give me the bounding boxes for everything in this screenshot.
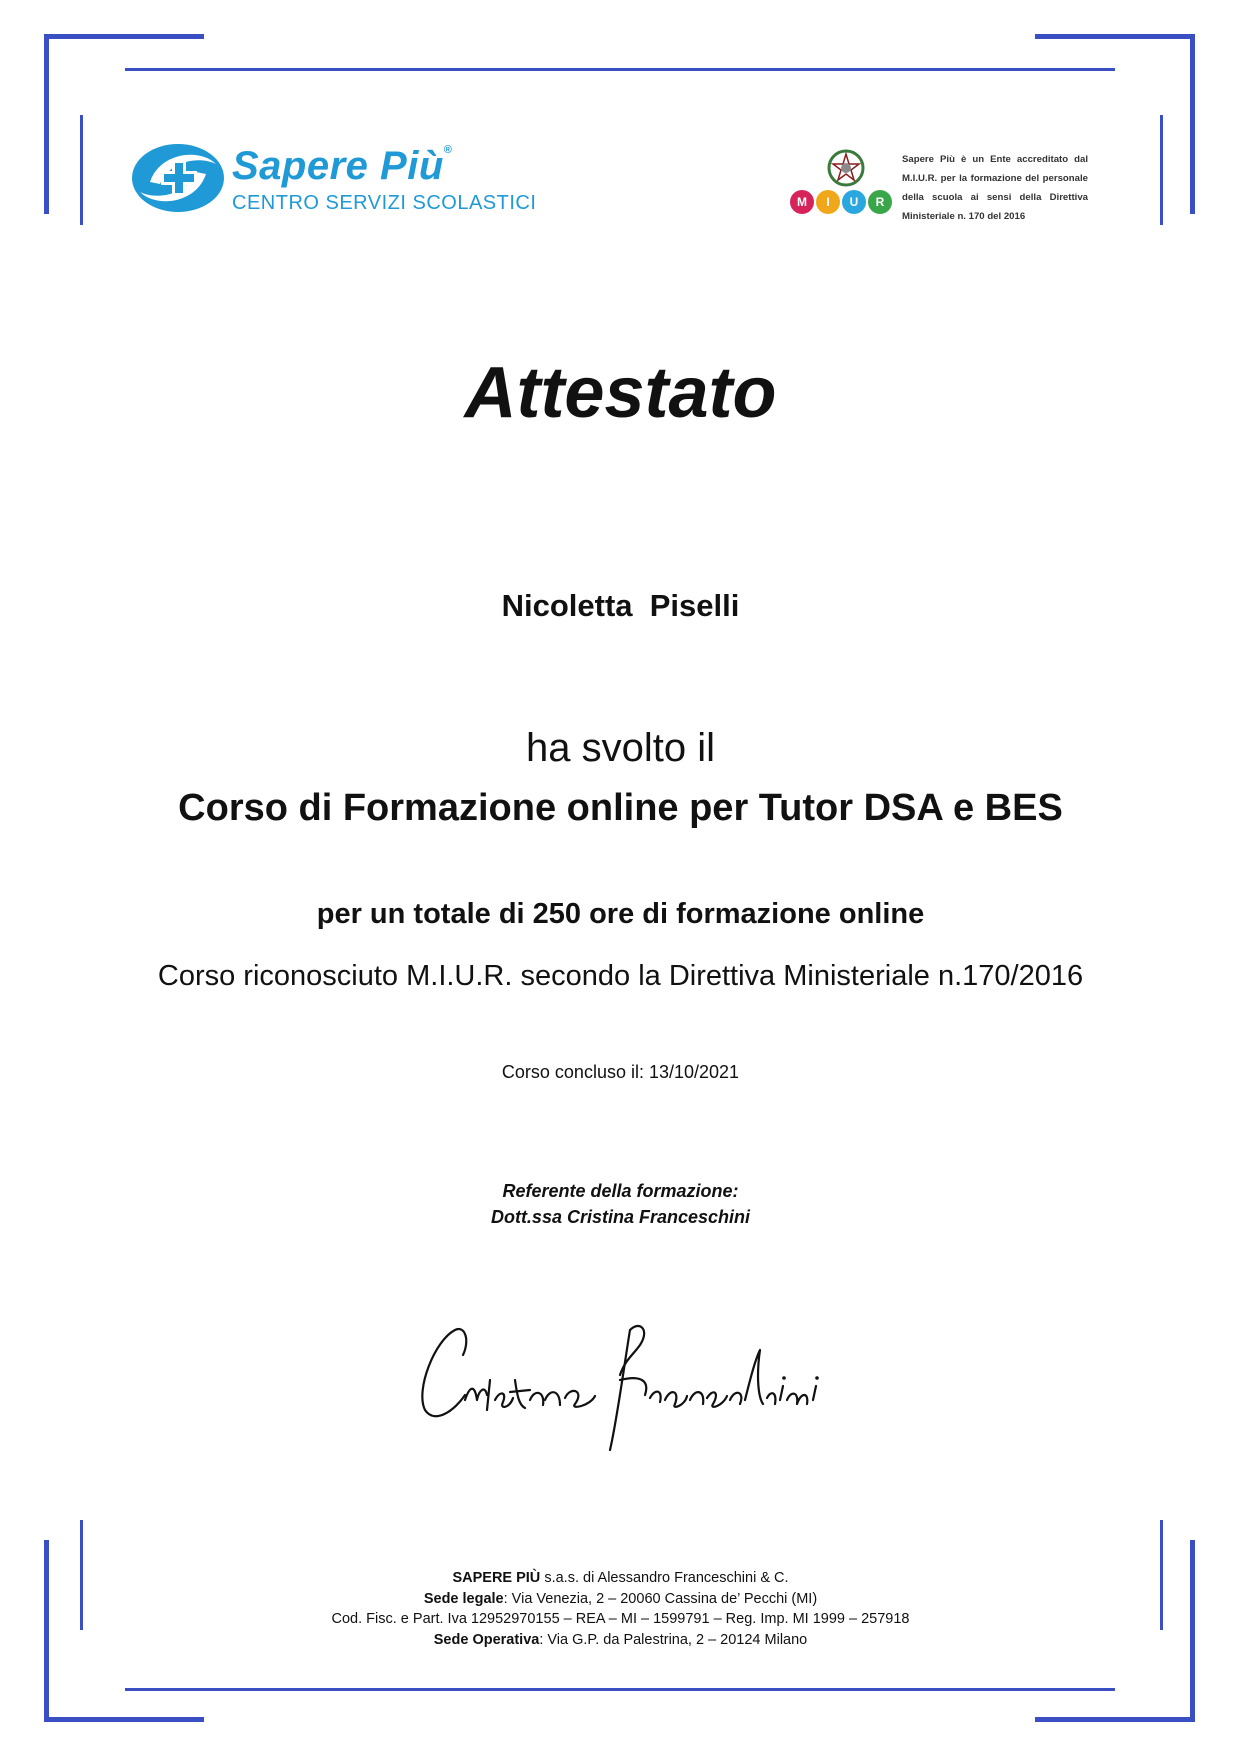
completion-label: Corso concluso il:: [501, 1062, 644, 1082]
footer-company: [0, 1568, 1241, 1589]
course-title: Corso di Formazione online per Tutor DSA e BES: [178, 787, 1063, 829]
miur-letter-m: M: [790, 190, 814, 214]
completion-date: [0, 1062, 1241, 1083]
frame-top-left-v: [44, 34, 49, 214]
frame-inner-bottom: [125, 1688, 1115, 1691]
frame-inner-left-top: [80, 115, 83, 225]
italian-republic-emblem-icon: [826, 148, 866, 188]
frame-bottom-left-h: [44, 1717, 204, 1722]
signature: [395, 1300, 865, 1460]
miur-letter-u: U: [842, 190, 866, 214]
sapere-piu-logo: [130, 140, 537, 220]
brand-name: Sapere Più®: [232, 144, 453, 188]
accreditation-note: Sapere Più è un Ente accreditato dal M.I.U.R. per la formazione del personale della scuola ai sensi della Direttiva Ministeriale n. 170 del 2016: [902, 154, 1088, 222]
legal-label: Sede legale: [423, 1590, 504, 1607]
miur-letter-i: I: [816, 190, 840, 214]
frame-bottom-right-h: [1035, 1717, 1195, 1722]
miur-letters: [790, 190, 892, 214]
miur-accreditation: [790, 148, 1090, 228]
frame-inner-top: [125, 68, 1115, 71]
footer-tax: Cod. Fisc. e Part. Iva 12952970155 – REA – MI – 1599791 – Reg. Imp. MI 1999 – 257918: [331, 1611, 910, 1627]
frame-top-right-v: [1190, 34, 1195, 214]
footer-operative: [0, 1630, 1241, 1651]
certificate-title: Attestato: [464, 353, 777, 433]
referent-label: Referente della formazione:: [502, 1181, 739, 1201]
frame-top-right-h: [1035, 34, 1195, 39]
registered-mark: ®: [443, 144, 453, 156]
legal-address: : Via Venezia, 2 – 20060 Cassina de’ Pecchi (MI): [503, 1590, 818, 1607]
sapere-piu-plus-logo-icon: [130, 142, 226, 214]
company-rest: s.a.s. di Alessandro Franceschini & C.: [544, 1570, 789, 1586]
brand-subtitle: CENTRO SERVIZI SCOLASTICI: [232, 192, 537, 214]
completion-value: 13/10/2021: [648, 1062, 740, 1082]
company-name: SAPERE PIÙ: [452, 1570, 541, 1586]
course-recognition: Corso riconosciuto M.I.U.R. secondo la Direttiva Ministeriale n.170/2016: [157, 960, 1084, 992]
frame-inner-right-top: [1160, 115, 1163, 225]
referent-block: [0, 1178, 1241, 1230]
operative-label: Sede Operativa: [433, 1631, 540, 1648]
frame-top-left-h: [44, 34, 204, 39]
recipient-name: Nicoletta Piselli: [501, 588, 740, 623]
footer: [0, 1568, 1241, 1650]
footer-legal: [0, 1589, 1241, 1610]
miur-letter-r: R: [868, 190, 892, 214]
intro-text: ha svolto il: [526, 726, 715, 770]
operative-address: : Via G.P. da Palestrina, 2 – 20124 Milano: [539, 1631, 808, 1648]
course-hours: per un totale di 250 ore di formazione online: [316, 898, 925, 930]
referent-name: Dott.ssa Cristina Franceschini: [490, 1207, 751, 1227]
